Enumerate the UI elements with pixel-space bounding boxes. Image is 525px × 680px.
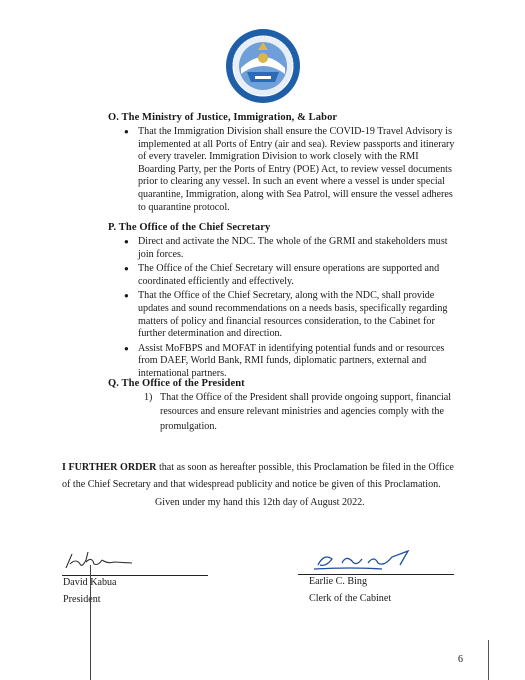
list-item: ● Assist MoFBPS and MOFAT in identifying potential funds and or resources from DAEF, World Bank, RMI funds, diplomatic partners, external and international partners. [124,342,445,379]
justice-bullet-list [122,126,467,214]
president-numbered-list [144,391,469,434]
order-paragraph: I FURTHER ORDER that as soon as hereafter possible, this Proclamation be filed in the Office of the Chief Secretary and that widespread publicity and notice be given of this Proclamation. [62,462,454,490]
page-number: 6 [458,654,463,665]
bullet-icon: ● [124,127,129,136]
list-item: ● That the Immigration Division shall ensure the COVID-19 Travel Advisory is implemented at all Ports of Entry (air and sea). Review passports and itinerary of every traveler. Immigration Division to work closely with the RMI Boarding Party, per the Ports of Entry (POE) Act, to review vessel documents prior to clearing any vessel. In such an event where a vessel is under special quarantine, Immigration, along with Sea Patrol, will ensure the vessel adheres to quarantine protocol. [124,126,455,213]
signature-bing-icon [312,545,432,575]
given-date-line: Given under my hand this 12th day of August 2022. [155,497,365,508]
section-heading-chief-secretary: P. The Office of the Chief Secretary [108,222,271,233]
section-heading-justice: O. The Ministry of Justice, Immigration, & Labor [108,112,338,123]
list-item: ● Direct and activate the NDC. The whole of the GRMI and stakeholders must join forces. [124,236,448,260]
order-lead: I FURTHER ORDER [62,462,157,473]
scan-edge-line [488,640,489,680]
chief-secretary-bullet-list [122,236,467,381]
list-item: 1) That the Office of the President shall provide ongoing support, financial resources and ensure relevant ministries and agencies comply with the promulgation. [144,392,452,432]
bullet-icon: ● [124,343,129,353]
bullet-icon: ● [124,264,129,274]
bullet-icon: ● [124,237,129,246]
republic-seal-icon [225,28,301,104]
scan-edge-line [90,565,91,680]
section-heading-president: Q. The Office of the President [108,378,245,389]
signature-kabua-icon [62,544,152,574]
list-item: ● That the Office of the Chief Secretary, along with the NDC, shall provide updates and sound recommendations on a needs basis, specifically regarding matters of policy and financial resources consideration, to the Cabinet for further determination and direction. [124,290,448,340]
signatory-name: David Kabua [63,577,117,588]
list-item: ● The Office of the Chief Secretary will ensure operations are supported and coordinated efficiently and effectively. [124,263,440,287]
signatory-right [309,574,391,608]
signatory-title: President [63,593,101,605]
bullet-icon: ● [124,291,129,301]
signatory-title: Clerk of the Cabinet [309,592,392,604]
signatory-name: Earlie C. Bing [309,576,368,587]
list-number: 1) [144,392,153,403]
